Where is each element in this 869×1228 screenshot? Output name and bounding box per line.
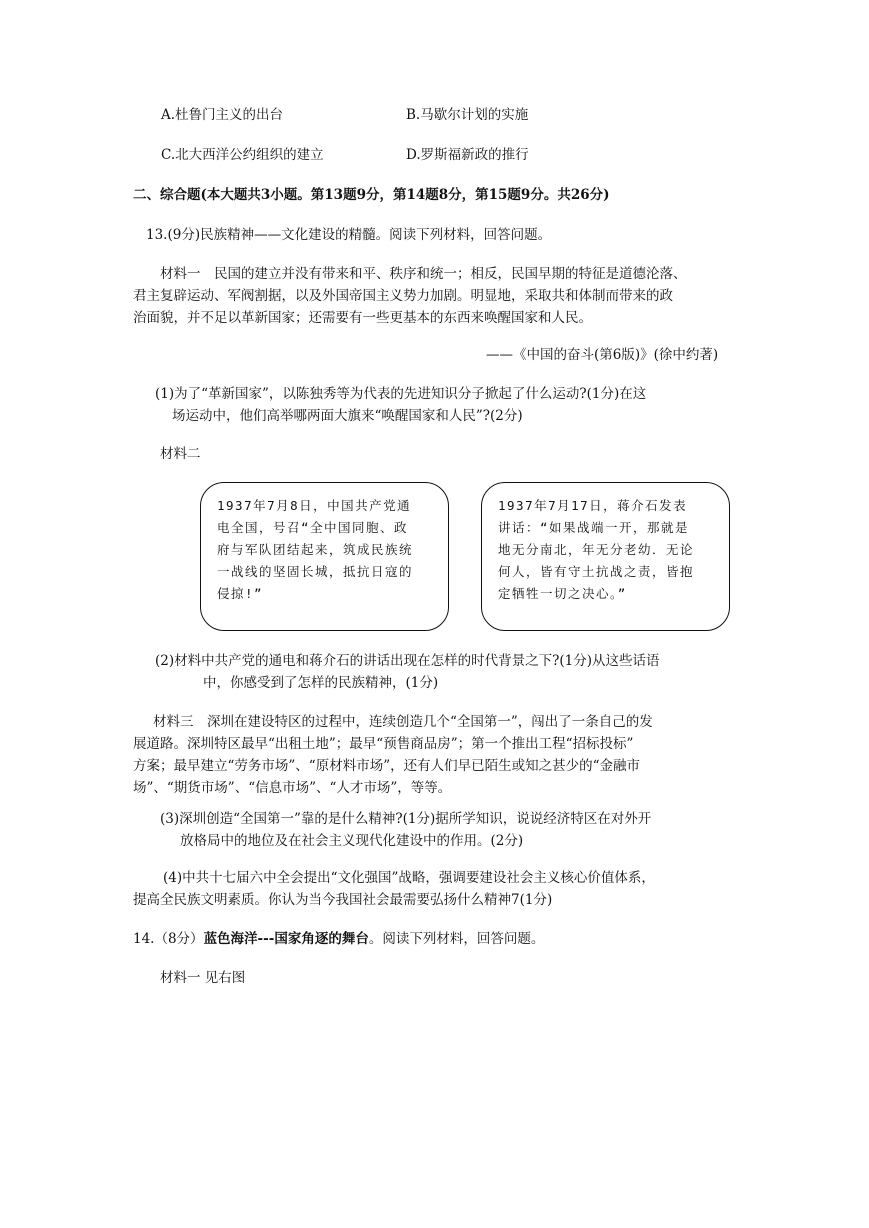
quote-line: 定牺牲一切之决心。”	[498, 586, 627, 601]
sub-question-4-line: (4)中共十七届六中全会提出“文化强国”战略，强调要建设社会主义核心价值体系，	[163, 870, 655, 886]
question-14-topic: 蓝色海洋---国家角逐的舞台	[203, 931, 369, 947]
option-b: B.马歇尔计划的实施	[406, 107, 529, 123]
sub-question-1-line: (1)为了“革新国家”，以陈独秀等为代表的先进知识分子掀起了什么运动?(1分)在这	[155, 386, 647, 402]
material-2-label: 材料二	[160, 446, 201, 462]
material-3-line: 方案；最早建立“劳务市场”、“原材料市场”，还有人们早已陌生或知之甚少的“金融市	[133, 758, 641, 774]
quote-line: 一战线的坚固长城，抵抗日寇的	[217, 564, 414, 579]
sub-question-3-line: (3)深圳创造“全国第一”靠的是什么精神?(1分)据所学知识，说说经济特区在对外开	[160, 811, 652, 827]
question-14-title	[133, 928, 544, 950]
question-14-instruction: 。阅读下列材料，回答问题。	[368, 931, 545, 947]
quote-box-chiang	[481, 482, 730, 631]
question-14-material-1: 材料一 见右图	[160, 970, 246, 986]
sub-question-4-line: 提高全民族文明素质。你认为当今我国社会最需要弘扬什么精神7(1分)	[133, 892, 553, 908]
quote-line: 侵掠!”	[217, 586, 264, 601]
sub-question-2-line: 中，你感受到了怎样的民族精神，(1分)	[203, 675, 439, 691]
section-heading: 二、综合题(本大题共3小题。第13题9分，第14题8分，第15题9分。共26分)	[133, 187, 610, 203]
sub-question-3-line: 放格局中的地位及在社会主义现代化建设中的作用。(2分)	[180, 833, 524, 849]
quote-line: 1937年7月17日，蒋介石发表	[498, 498, 688, 513]
sub-question-2-line: (2)材料中共产党的通电和蒋介石的讲话出现在怎样的时代背景之下?(1分)从这些话语	[155, 653, 660, 669]
question-14-number: 14.（8分）	[133, 931, 204, 947]
material-3-line: 材料三 深圳在建设特区的过程中，连续创造几个“全国第一”，闯出了一条自己的发	[153, 714, 653, 730]
material-3-line: 展道路。深圳特区最早“出租土地”；最早“预售商品房”；第一个推出工程“招标投标”	[133, 736, 634, 752]
material-1-line: 治面貌，并不足以革新国家；还需要有一些更基本的东西来唤醒国家和人民。	[133, 310, 592, 326]
option-d: D.罗斯福新政的推行	[406, 147, 529, 163]
quote-line: 电全国，号召“全中国同胞、政	[217, 520, 409, 535]
quote-line: 讲话：“如果战端一开，那就是	[498, 520, 690, 535]
material-1-line: 材料一 民国的建立并没有带来和平、秩序和统一；相反，民国早期的特征是道德沦落、	[160, 266, 687, 282]
option-c: C.北大西洋公约组织的建立	[161, 147, 324, 163]
material-1-source: ——《中国的奋斗(第6版)》(徐中约著)	[486, 347, 719, 363]
quote-line: 何人，皆有守土抗战之责，皆抱	[498, 564, 695, 579]
quote-line: 府与军队团结起来，筑成民族统	[217, 542, 414, 557]
option-a: A.杜鲁门主义的出台	[161, 107, 284, 123]
material-3-line: 场”、“期货市场”、“信息市场”、“人才市场”，等等。	[133, 780, 452, 796]
quote-box-cpc	[200, 482, 449, 631]
quote-line: 1937年7月8日，中国共产党通	[217, 498, 412, 513]
question-13-title: 13.(9分)民族精神——文化建设的精髓。阅读下列材料，回答问题。	[146, 227, 552, 243]
quote-line: 地无分南北，年无分老幼．无论	[498, 542, 695, 557]
sub-question-1-line: 场运动中，他们高举哪两面大旗来“唤醒国家和人民”?(2分)	[172, 408, 523, 424]
material-1-line: 君主复辟运动、军阀割据，以及外国帝国主义势力加剧。明显地，采取共和体制而带来的政	[133, 288, 673, 304]
